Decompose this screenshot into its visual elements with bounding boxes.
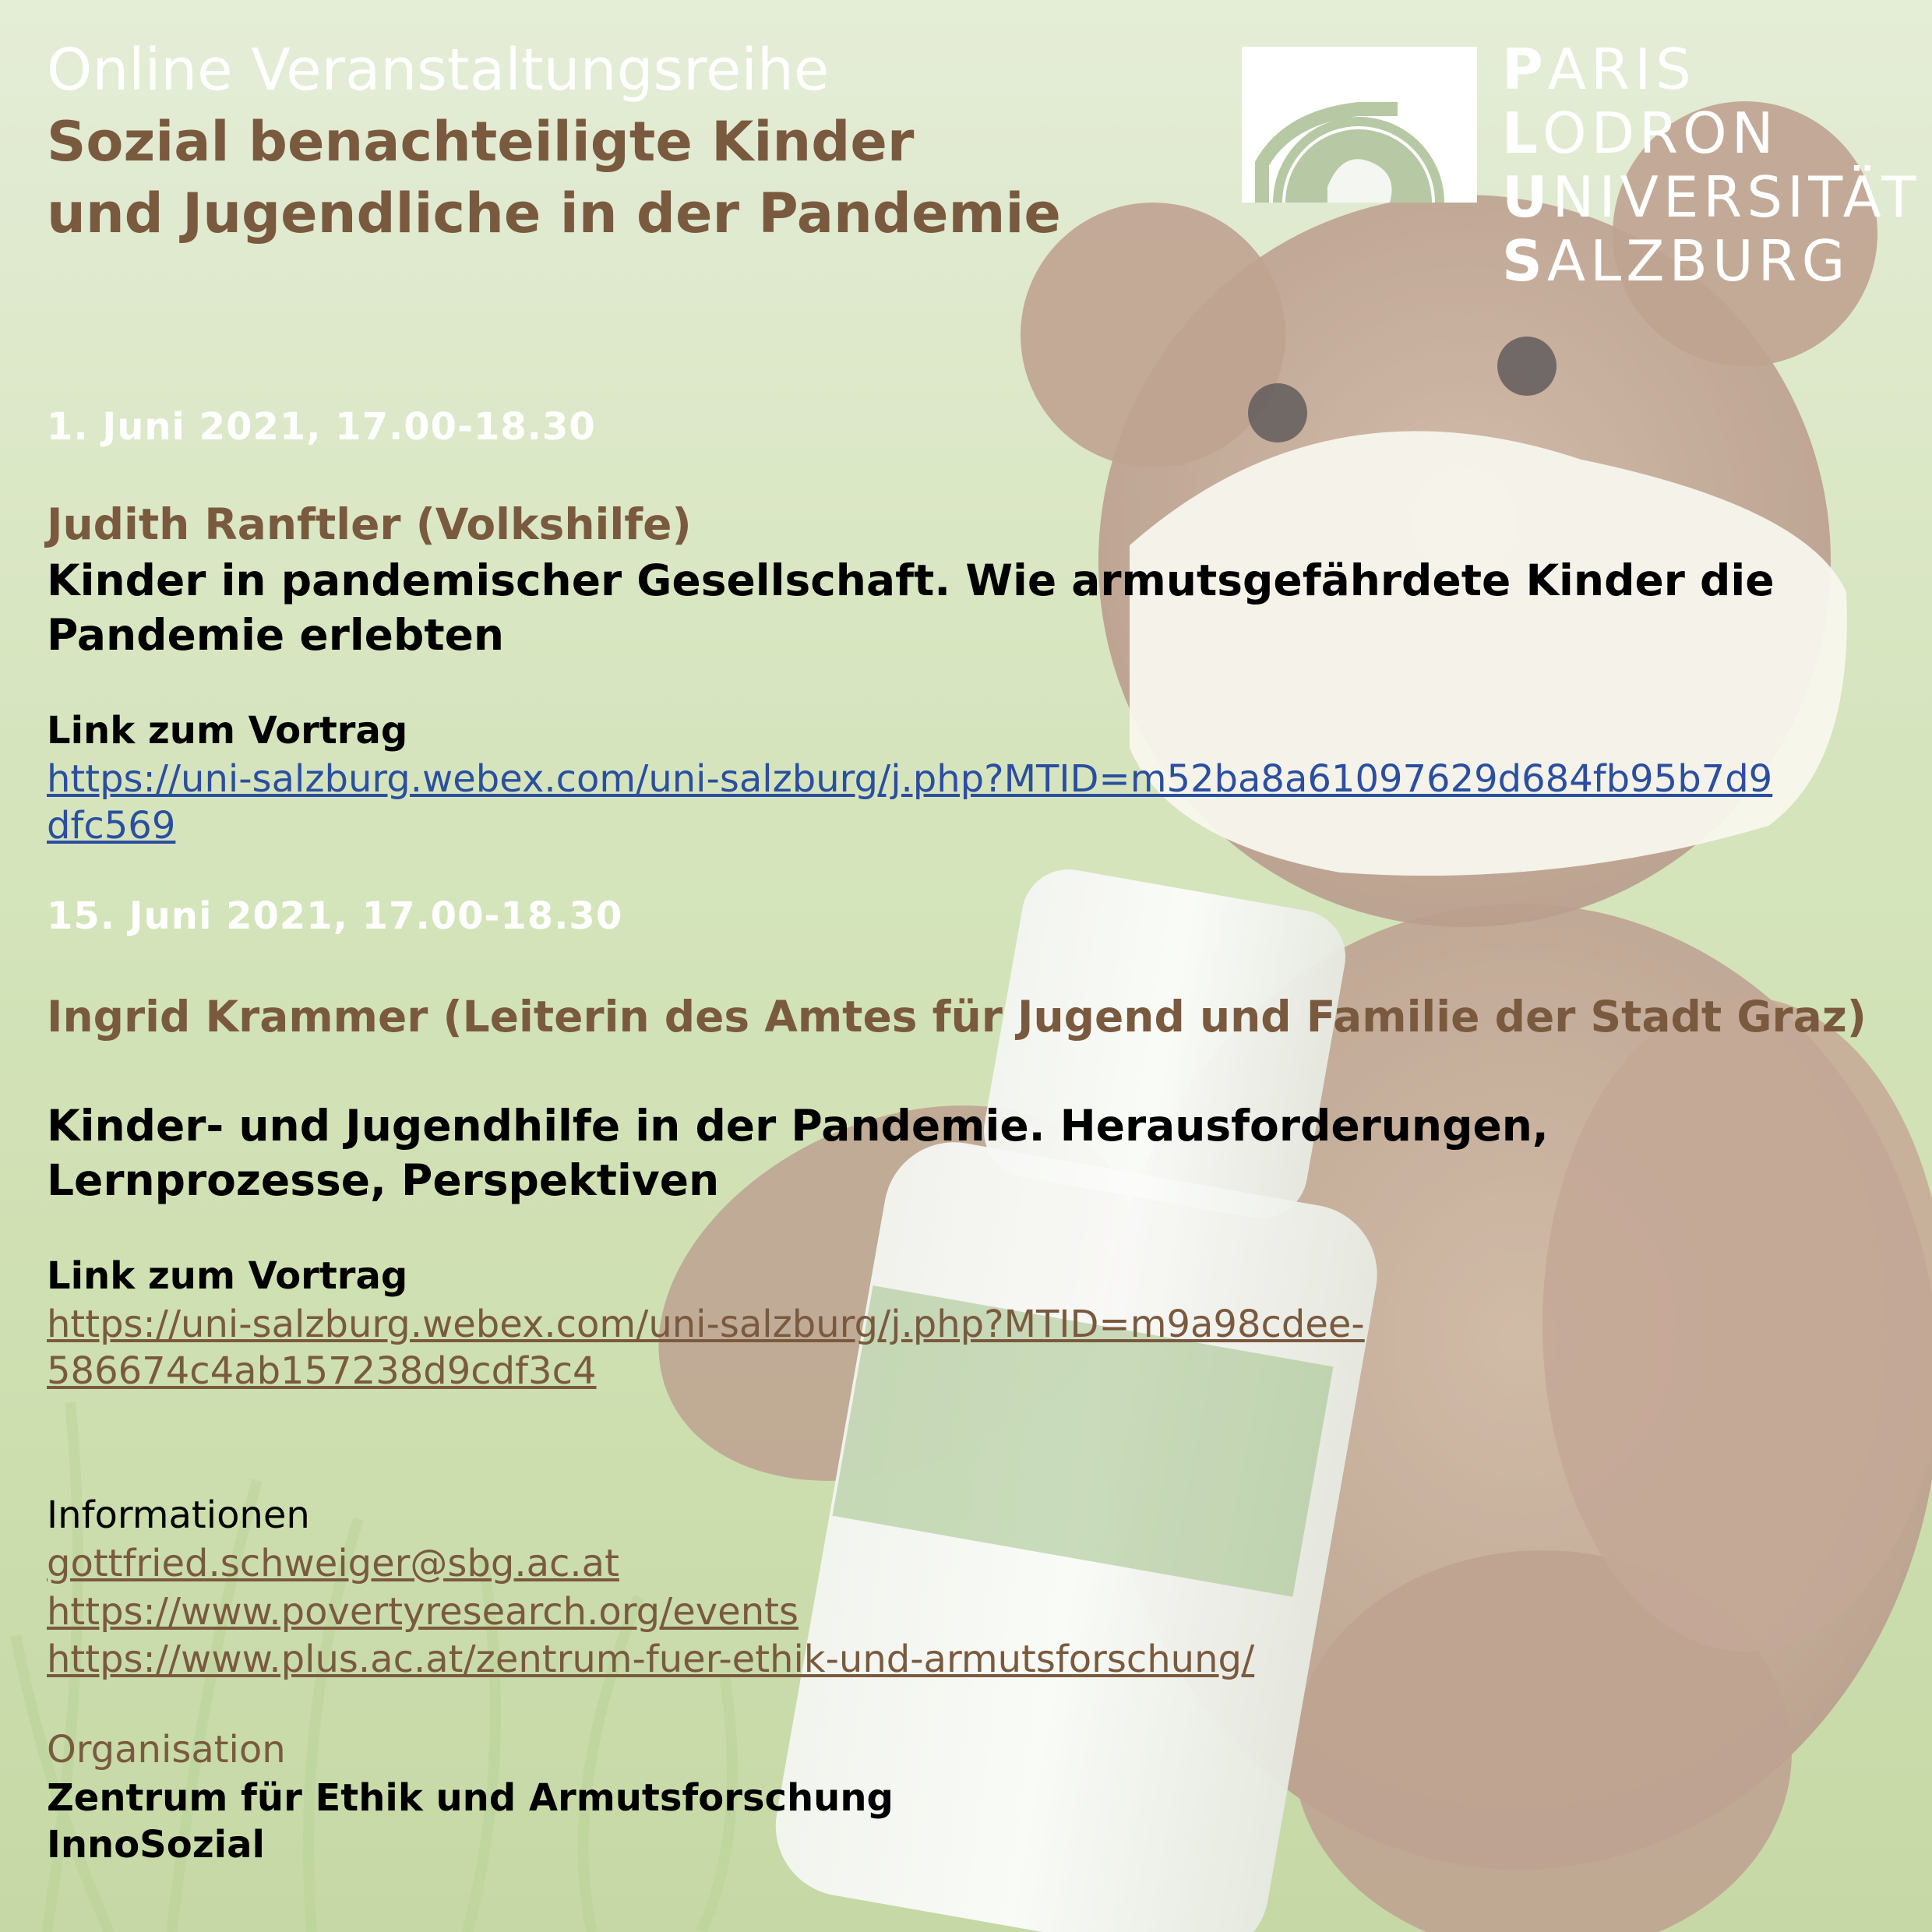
event-1-link-label: Link zum Vortrag	[47, 709, 408, 753]
event-1-speaker: Judith Ranftler (Volkshilfe)	[47, 499, 692, 549]
event-1-talk-title: Kinder in pandemischer Gesellschaft. Wie armutsgefährdete Kinder die Pandemie erlebten	[47, 555, 1775, 660]
event-2-speaker: Ingrid Krammer (Leiterin des Amtes für Jugend und Familie der Stadt Graz)	[47, 992, 1867, 1042]
title-line-1: Sozial benachteiligte Kinder	[47, 110, 915, 174]
organisation-name-1: Zentrum für Ethik und Armutsforschung	[47, 1776, 894, 1820]
organisation-name-2: InnoSozial	[47, 1823, 265, 1867]
event-1-webex-link[interactable]	[47, 756, 1885, 849]
event-2-webex-link[interactable]	[47, 1301, 1885, 1394]
event-1-link-line-1[interactable]: https://uni-salzburg.webex.com/uni-salzburg/j.php?MTID=m52ba8a61097629d684fb95b7d9	[47, 757, 1773, 801]
event-2-link-line-2[interactable]: 586674c4ab157238d9cdf3c4	[47, 1349, 597, 1393]
event-2-link-line-1[interactable]: https://uni-salzburg.webex.com/uni-salzburg/j.php?MTID=m9a98cdee-	[47, 1303, 1365, 1346]
event-2-link-label: Link zum Vortrag	[47, 1254, 408, 1298]
logo-line-universitaet: UNIVERSITÄT	[1502, 164, 1921, 230]
university-logo-text	[1502, 37, 1920, 293]
event-2-talk-title: Kinder- und Jugendhilfe in der Pandemie. Herausforderungen, Lernprozesse, Perspektiven	[47, 1101, 1549, 1205]
povertyresearch-link[interactable]: https://www.povertyresearch.org/events	[47, 1590, 799, 1634]
organisation-label: Organisation	[47, 1728, 286, 1772]
information-label: Informationen	[47, 1493, 310, 1537]
event-1-link-line-2[interactable]: dfc569	[47, 804, 176, 848]
lion-seal-icon	[1242, 47, 1477, 203]
logo-line-lodron: LODRON	[1502, 100, 1779, 166]
title-line-2: und Jugendliche in der Pandemie	[47, 182, 1061, 245]
contact-email-link[interactable]: gottfried.schweiger@sbg.ac.at	[47, 1542, 619, 1585]
series-label: Online Veranstaltungsreihe	[47, 37, 830, 104]
zentrum-website-link[interactable]: https://www.plus.ac.at/zentrum-fuer-ethik-und-armutsforschung/	[47, 1638, 1255, 1681]
logo-line-paris: PARIS	[1502, 37, 1696, 102]
event-series-title	[47, 106, 1215, 249]
event-2-date: 15. Juni 2021, 17.00-18.30	[47, 894, 623, 938]
event-1-date: 1. Juni 2021, 17.00-18.30	[47, 405, 596, 449]
university-logo-mark	[1242, 47, 1477, 203]
logo-line-salzburg: SALZBURG	[1502, 228, 1850, 294]
